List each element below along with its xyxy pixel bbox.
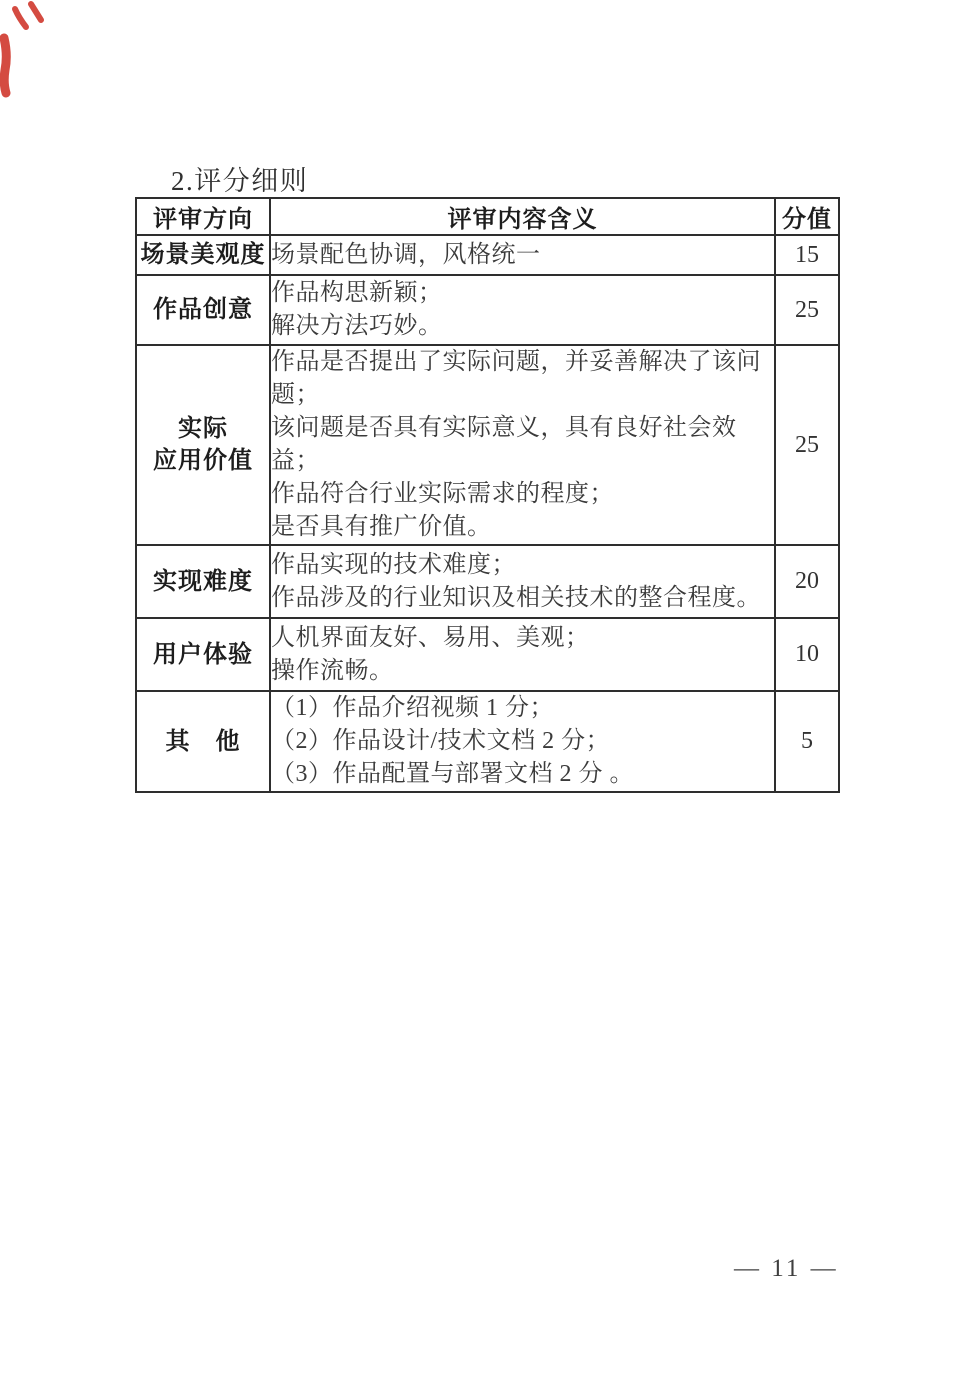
content-line: （2）作品设计/技术文档 2 分； <box>271 728 611 754</box>
direction-cell <box>136 545 270 618</box>
content-line: （3）作品配置与部署文档 2 分 。 <box>271 761 634 787</box>
score-cell: 15 <box>775 235 839 275</box>
table-row <box>136 691 839 792</box>
direction-line: 实现难度 <box>153 567 253 595</box>
table-row <box>136 545 839 618</box>
direction-cell <box>136 345 270 545</box>
direction-line: 其 他 <box>165 727 241 755</box>
content-line: 人机界面友好、易用、美观； <box>271 624 590 651</box>
content-cell <box>270 235 775 275</box>
direction-cell <box>136 691 270 792</box>
direction-line: 场景美观度 <box>140 241 266 268</box>
score-cell: 25 <box>775 345 839 545</box>
direction-cell <box>136 275 270 345</box>
direction-line: 用户体验 <box>153 640 253 668</box>
content-cell <box>270 345 775 545</box>
content-cell <box>270 618 775 691</box>
column-header-content: 评审内容含义 <box>270 198 775 235</box>
score-cell: 10 <box>775 618 839 691</box>
content-line: 作品实现的技术难度； <box>271 551 516 578</box>
column-header-score: 分值 <box>775 198 839 235</box>
content-line: 该问题是否具有实际意义，具有良好社会效益； <box>271 415 737 474</box>
direction-cell <box>136 235 270 275</box>
scoring-rubric-table <box>135 197 840 793</box>
content-cell <box>270 275 775 345</box>
direction-line: 应用价值 <box>153 447 253 474</box>
content-cell <box>270 691 775 792</box>
table-row <box>136 345 839 545</box>
score-cell: 20 <box>775 545 839 618</box>
direction-line: 实际 <box>178 415 228 442</box>
table-header-row <box>136 198 839 235</box>
score-cell: 5 <box>775 691 839 792</box>
content-line: 作品涉及的行业知识及相关技术的整合程度。 <box>271 584 761 611</box>
score-cell: 25 <box>775 275 839 345</box>
content-line: 作品构思新颖； <box>271 280 443 306</box>
table-row <box>136 618 839 691</box>
page-number: — 11 — <box>734 1255 839 1282</box>
section-heading: 2.评分细则 <box>171 166 309 196</box>
content-line: 作品符合行业实际需求的程度； <box>271 481 614 507</box>
content-line: 操作流畅。 <box>271 657 394 684</box>
direction-cell <box>136 618 270 691</box>
direction-line: 作品创意 <box>153 296 253 323</box>
content-line: （1）作品介绍视频 1 分； <box>271 695 554 721</box>
content-line: 场景配色协调，风格统一 <box>271 241 541 268</box>
content-line: 解决方法巧妙。 <box>271 313 443 339</box>
content-line: 作品是否提出了实际问题，并妥善解决了该问题； <box>271 349 761 408</box>
red-stamp-mark <box>0 0 60 110</box>
column-header-direction: 评审方向 <box>136 198 270 235</box>
content-cell <box>270 545 775 618</box>
table-row <box>136 275 839 345</box>
table-row <box>136 235 839 275</box>
content-line: 是否具有推广价值。 <box>271 514 492 540</box>
